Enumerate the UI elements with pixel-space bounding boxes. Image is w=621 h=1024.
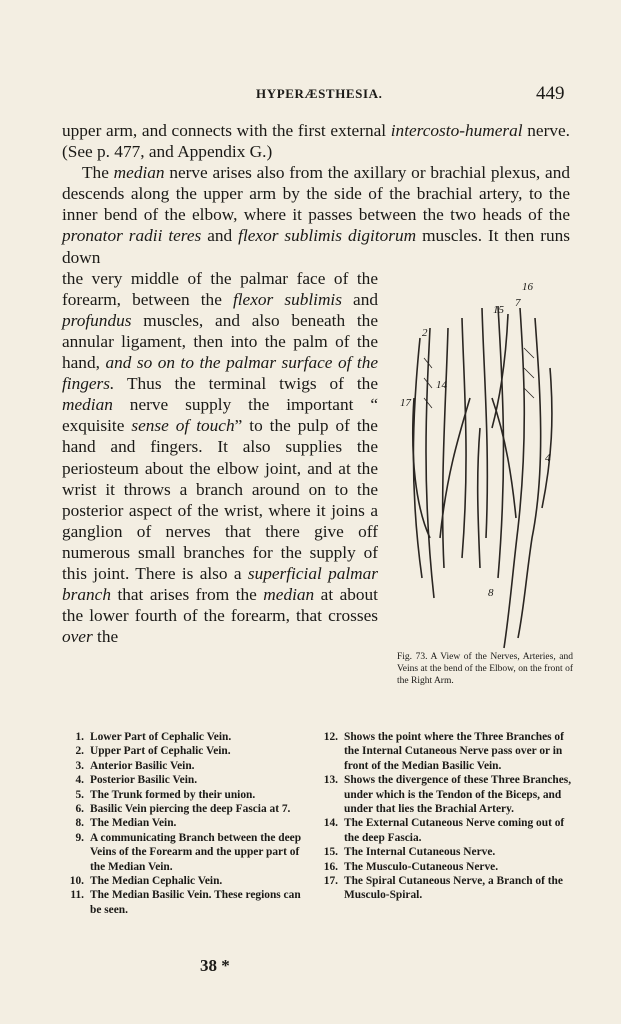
text-run: at about the lower fourth of the forearm, that crosses [62,585,378,626]
legend-item [62,802,302,816]
page-header-title: HYPERÆSTHESIA. [256,86,383,101]
page-number: 449 [536,83,565,104]
legend-text: The Median Basilic Vein. These regions can be seen. [90,889,301,916]
legend-item [62,888,302,917]
legend-num: 3. [75,759,84,772]
term-emphasis: median [113,163,165,183]
term-emphasis: intercosto-humeral [390,121,523,140]
signature-mark: 38 * [200,956,230,975]
phrase-emphasis: and so on to the palmar surface of the fingers. [62,353,379,394]
legend-num: 8. [75,817,84,830]
text-run: nerve supply the important “ exquisite [62,395,378,436]
fig-label-16: 16 [522,281,533,293]
fig-label-7: 7 [515,297,521,309]
legend-num: 9. [75,831,84,844]
term-emphasis: profundus [62,310,132,330]
term-emphasis: median [263,585,315,605]
phrase-emphasis: sense of touch [131,416,235,436]
fig-label-2: 2 [422,327,428,339]
text-run: muscles, and also beneath the annular ligament, then into the palm of the hand, [62,310,378,373]
legend-text: The Trunk formed by their union. [90,788,256,801]
term-emphasis: pronator radii teres [62,226,202,246]
legend-text: Upper Part of Cephalic Vein. [90,745,231,758]
legend-num: 16. [323,860,338,873]
running-head [0,84,621,106]
legend-num: 17. [323,875,338,888]
text-run: that arises from the [110,585,264,605]
legend-item [312,730,572,773]
legend-num: 11. [70,889,84,902]
fig-label-14: 14 [436,379,447,391]
legend-num: 4. [75,774,84,787]
legend-item [312,816,572,845]
text-run: the [92,627,119,647]
arm-illustration [400,278,570,658]
paragraph-2 [62,162,570,267]
legend-item [62,816,302,830]
text-run: Thus the terminal twigs of the [114,374,378,394]
term-emphasis: median [62,395,113,415]
legend-text: Shows the divergence of these Three Branches, under which is the Tendon of the Biceps, and under that lies the Brachial Artery. [344,774,572,816]
text-run: the very middle of the palmar face of the forearm, between the [62,268,378,309]
legend-text: The Internal Cutaneous Nerve. [344,846,496,859]
term-emphasis: flexor sublimis [232,289,342,309]
legend-right [312,730,572,903]
fig-label-4: 4 [545,452,551,464]
legend-num: 13. [323,774,338,787]
legend-text: The Median Cephalic Vein. [90,875,223,888]
legend-text: Shows the point where the Three Branches of the Internal Cutaneous Nerve pass over or in front of the Median Basilic Vein. [344,731,564,772]
legend-num: 5. [75,788,84,801]
legend-item [62,773,302,787]
fig-label-15: 15 [493,304,504,316]
legend-text: A communicating Branch between the deep Veins of the Forearm and the upper part of the Median Vein. [90,831,302,873]
legend-item [62,730,302,744]
legend-item [312,860,572,874]
paragraph-2-continued [62,268,378,648]
text-run: and [341,289,379,309]
legend-left [62,730,302,917]
fig-label-8: 8 [488,587,494,599]
legend-num: 14. [323,817,338,830]
text-run: ” to the pulp of the hand and fingers. It also supplies the periosteum about the elbow joint, and at the wrist it throws a branch around on to the posterior aspect of the wrist, where it joins a ganglion of nerves that there give off numerous small branches for the supply of this joint. There is also a [62,416,378,583]
arm-figure [400,278,570,658]
legend-num: 1. [75,731,84,743]
phrase-emphasis: over [62,627,93,647]
term-emphasis: flexor sublimis digitorum [238,226,417,246]
paragraph-1 [62,120,570,162]
text-run: nerve. (See p. 477, and Appendix G.) [62,121,570,162]
legend-text: The Spiral Cutaneous Nerve, a Branch of the Musculo-Spiral. [344,875,563,902]
legend-text: Lower Part of Cephalic Vein. [90,731,232,743]
legend-num: 6. [75,803,84,816]
legend-item [312,845,572,859]
figure-caption: Fig. 73. A View of the Nerves, Arteries, and Veins at the bend of the Elbow, on the front of the Right Arm. [397,652,573,686]
legend-item [312,773,572,816]
legend-text: The External Cutaneous Nerve coming out of the deep Fascia. [344,817,565,844]
legend-item [62,744,302,758]
legend-text: Anterior Basilic Vein. [90,759,195,772]
term-emphasis: superficial palmar branch [62,563,378,605]
legend-text: The Musculo-Cutaneous Nerve. [344,860,499,873]
text-run: The [82,163,114,183]
legend-text: Basilic Vein piercing the deep Fascia at 7. [90,803,291,816]
legend-item [62,831,302,874]
text-run: upper arm, and connects with the first external [62,121,391,140]
legend-num: 12. [323,731,338,743]
legend-num: 2. [75,745,84,758]
text-run: and [201,226,239,246]
legend-item [62,788,302,802]
legend-text: Posterior Basilic Vein. [90,774,198,787]
text-run: nerve arises also from the axillary or brachial plexus, and descends along the upper arm by the side of the brachial artery, to the inner bend of the elbow, where it passes between the two heads of the [62,163,571,225]
legend-item [312,874,572,903]
legend-num: 10. [69,875,84,888]
legend-item [62,874,302,888]
legend-item [62,759,302,773]
legend-text: The Median Vein. [90,817,177,830]
fig-label-17: 17 [400,397,411,409]
legend-num: 15. [323,846,338,859]
text-run: muscles. It then runs down [62,226,570,267]
